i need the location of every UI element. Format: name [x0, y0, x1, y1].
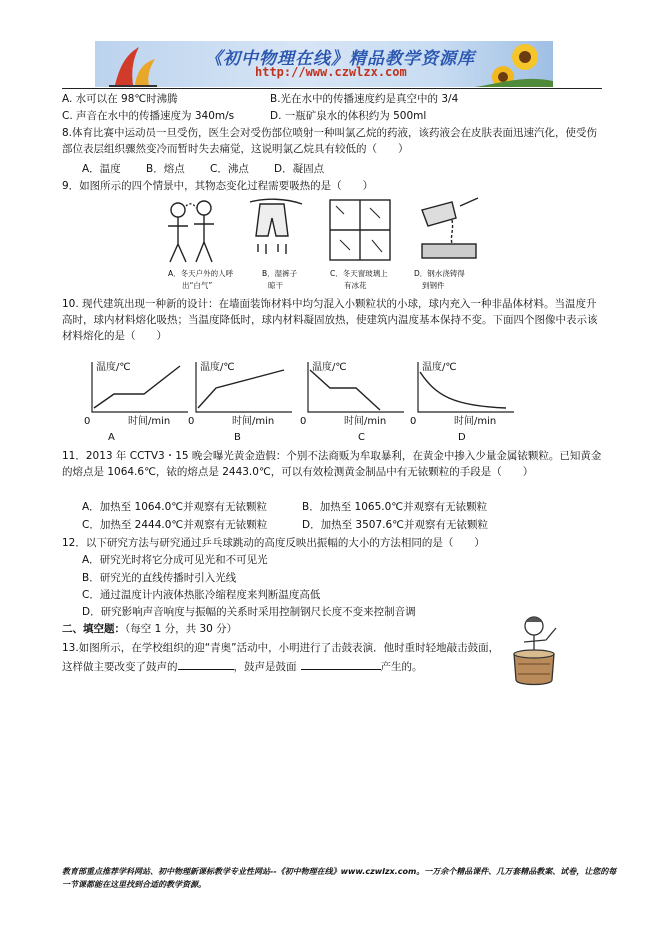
- molten-steel-icon: [422, 198, 478, 258]
- q11-option-c: C．加热至 2444.0℃并观察有无铱颗粒: [82, 519, 268, 531]
- q9-caption-c-1: C．冬天窗玻璃上: [330, 269, 388, 278]
- q9-caption-d-2: 到钢件: [422, 281, 445, 290]
- q13-stem: 13.如图所示，在学校组织的迎“青奥”活动中，小明进行了击鼓表演．他时重时轻地敲击鼓面，这样做主要改变了鼓声的 ，鼓声是鼓面 产生的。: [62, 642, 500, 673]
- banner-url[interactable]: http://www.czwlzx.com: [255, 65, 407, 79]
- q12-option-c: C．通过温度计内液体热胀冷缩程度来判断温度高低: [82, 589, 321, 601]
- q10-graph-c: 温度/℃ 时间/min 0 C: [300, 360, 410, 444]
- q9-caption-b-1: B．湿裤子: [262, 269, 298, 278]
- page-footer: 教育部重点推荐学科网站、初中物理新课标教学专业性网站--《初中物理在线》www.czwlzx.com。一万余个精品课件、几万套精品教案、试卷，让您的每一节课都能在这里找到合适的教学资源。: [62, 867, 617, 889]
- q7-option-c: C. 声音在水中的传播速度为 340m/s: [62, 110, 235, 122]
- q10-graph-label-b: B: [234, 432, 241, 443]
- q7-option-d: D. 一瓶矿泉水的体积约为 500ml: [270, 110, 427, 122]
- q10-graph-d: 温度/℃ 时间/min 0 D: [410, 360, 520, 444]
- q8-option-c: C．沸点: [210, 163, 249, 175]
- person-breathing-icon: [168, 201, 214, 262]
- q12-stem: 12．以下研究方法与研究通过乒乓球跳动的高度反映出振幅的大小的方法相同的是（ ）: [62, 537, 485, 549]
- q10-stem: 10. 现代建筑出现一种新的设计：在墙面装饰材料中均匀混入小颗粒状的小球，球内充入一种非晶体材料。当温度升高时，球内材料熔化吸热；当温度降低时，球内材料凝固放热，使建筑内温度基本保持不变。下面四个图像中表示该材料熔化的是（ ）: [62, 298, 598, 342]
- q13-blank-2[interactable]: [301, 657, 381, 670]
- q7-option-a: A. 水可以在 98℃时沸腾: [62, 93, 178, 105]
- q10-graph-label-d: D: [458, 432, 466, 443]
- q11-stem: 11．2013 年 CCTV3・15 晚会曝光黄金造假：个别不法商贩为牟取暴利，在黄金中掺入少量金属铱颗粒。已知黄金的熔点是 1064.6℃，铱的熔点是 2443.0℃，可以有效检测黄金制品中有无铱颗粒的手段是（ ）: [62, 450, 602, 478]
- wet-pants-icon: [250, 199, 302, 254]
- q8-stem: 8.体育比赛中运动员一旦受伤，医生会对受伤部位喷射一种叫氯乙烷的药液，该药液会在皮肤表面迅速汽化，使受伤部位表层组织骤然变冷而暂时失去痛觉，这说明氯乙烷具有较低的（ ）: [62, 127, 598, 155]
- q10-graph-label-a: A: [108, 432, 115, 443]
- header-banner: [95, 41, 553, 87]
- banner-title: 《初中物理在线》精品教学资源库: [205, 49, 475, 69]
- q7-option-b: B.光在水中的传播速度约是真空中的 3/4: [270, 93, 459, 105]
- q9-caption-c-2: 有冰花: [344, 281, 367, 290]
- q13-blank-1[interactable]: [178, 657, 234, 670]
- q11-option-a: A．加热至 1064.0℃并观察有无铱颗粒: [82, 501, 268, 513]
- q10-graph-a: 温度/℃ 时间/min 0 A: [84, 360, 194, 444]
- section-heading: 二、填空题：（每空 1 分，共 30 分）: [62, 623, 238, 635]
- window-frost-icon: [330, 200, 390, 260]
- q8-option-b: B．熔点: [146, 163, 185, 175]
- q11-option-d: D．加热至 3507.6℃并观察有无铱颗粒: [302, 519, 488, 531]
- q9-caption-a-1: A．冬天户外的人呼: [168, 269, 234, 278]
- q9-figures: [160, 196, 490, 268]
- sunflower-icon: [475, 44, 553, 87]
- q12-option-a: A．研究光时将它分成可见光和不可见光: [82, 554, 268, 566]
- q12-option-d: D．研究影响声音响度与振幅的关系时采用控制钢尺长度不变来控制音调: [82, 606, 416, 618]
- q10-graph-label-c: C: [358, 432, 365, 443]
- q9-caption-a-2: 出“白气”: [182, 281, 213, 290]
- q8-option-d: D．凝固点: [274, 163, 325, 175]
- logo-icon: [109, 47, 157, 87]
- header-divider: [62, 88, 602, 89]
- q9-stem: 9．如图所示的四个情景中，其物态变化过程需要吸热的是（ ）: [62, 180, 374, 192]
- q12-option-b: B．研究光的直线传播时引入光线: [82, 572, 237, 584]
- q10-graph-b: 温度/℃ 时间/min 0 B: [188, 360, 298, 444]
- drummer-icon: [506, 614, 564, 688]
- q9-caption-d-1: D．钢水浇铸得: [414, 269, 465, 278]
- q8-option-a: A．温度: [82, 163, 121, 175]
- q11-option-b: B．加热至 1065.0℃并观察有无铱颗粒: [302, 501, 488, 513]
- q9-caption-b-2: 晾干: [268, 281, 283, 290]
